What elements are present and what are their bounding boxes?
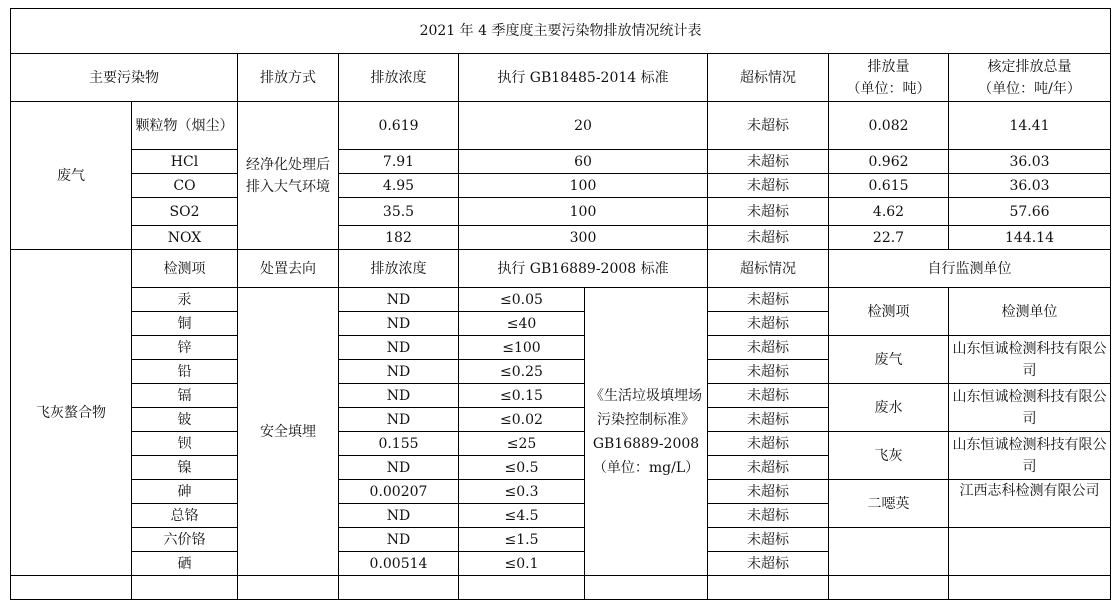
header-concentration: 排放浓度 xyxy=(339,54,459,102)
ash-limit: ≤0.25 xyxy=(459,360,585,384)
gas-exceed: 未超标 xyxy=(708,226,829,250)
gas-total: 14.41 xyxy=(949,102,1111,150)
table-row xyxy=(11,384,1111,408)
gas-total: 57.66 xyxy=(949,198,1111,226)
gas-method: 经净化处理后排入大气环境 xyxy=(238,102,339,250)
ash-limit: ≤0.3 xyxy=(459,480,585,504)
ash-exceed: 未超标 xyxy=(708,312,829,336)
monitor-unit: 江西志科检测有限公司 xyxy=(949,480,1111,528)
monitor-item: 二噁英 xyxy=(829,480,949,528)
gas-standard: 100 xyxy=(459,174,708,198)
monitor-empty-cell xyxy=(829,528,949,576)
ash-limit: ≤0.5 xyxy=(459,456,585,480)
ash-exceed: 未超标 xyxy=(708,528,829,552)
ash-conc: 0.155 xyxy=(339,432,459,456)
ash-name: 铍 xyxy=(132,408,238,432)
ash-header-standard: 执行 GB16889-2008 标准 xyxy=(459,250,708,288)
ash-exceed: 未超标 xyxy=(708,288,829,312)
monitor-unit: 山东恒诚检测科技有限公司 xyxy=(949,432,1111,480)
ash-name: 总铬 xyxy=(132,504,238,528)
header-pollutant: 主要污染物 xyxy=(11,54,238,102)
ash-name: 铅 xyxy=(132,360,238,384)
monitor-item: 废气 xyxy=(829,336,949,384)
ash-name: 硒 xyxy=(132,552,238,576)
empty-cell xyxy=(829,576,949,600)
gas-total: 144.14 xyxy=(949,226,1111,250)
ash-limit: ≤4.5 xyxy=(459,504,585,528)
gas-amount: 0.962 xyxy=(829,150,949,174)
empty-cell xyxy=(339,576,459,600)
header-method: 排放方式 xyxy=(238,54,339,102)
table-row xyxy=(11,432,1111,456)
ash-conc: ND xyxy=(339,408,459,432)
gas-standard: 300 xyxy=(459,226,708,250)
ash-conc: 0.00514 xyxy=(339,552,459,576)
ash-conc: ND xyxy=(339,360,459,384)
table-row xyxy=(11,288,1111,312)
gas-total: 36.03 xyxy=(949,174,1111,198)
ash-conc: ND xyxy=(339,528,459,552)
ash-name: 汞 xyxy=(132,288,238,312)
header-standard: 执行 GB18485-2014 标准 xyxy=(459,54,708,102)
empty-cell xyxy=(585,576,708,600)
ash-limit: ≤0.02 xyxy=(459,408,585,432)
gas-conc: 4.95 xyxy=(339,174,459,198)
monitor-item: 飞灰 xyxy=(829,432,949,480)
gas-category: 废气 xyxy=(11,102,132,250)
gas-exceed: 未超标 xyxy=(708,174,829,198)
ash-limit: ≤0.15 xyxy=(459,384,585,408)
ash-destination: 安全填埋 xyxy=(238,288,339,576)
gas-exceed: 未超标 xyxy=(708,198,829,226)
gas-name: HCl xyxy=(132,150,238,174)
empty-row xyxy=(11,576,1111,600)
table-title: 2021 年 4 季度度主要污染物排放情况统计表 xyxy=(11,9,1111,54)
emission-table xyxy=(10,8,1111,600)
ash-conc: ND xyxy=(339,312,459,336)
table-row xyxy=(11,226,1111,250)
ash-category: 飞灰螯合物 xyxy=(11,250,132,576)
ash-limit: ≤25 xyxy=(459,432,585,456)
gas-standard: 20 xyxy=(459,102,708,150)
empty-cell xyxy=(708,576,829,600)
ash-header-concentration: 排放浓度 xyxy=(339,250,459,288)
ash-standard-note-text: 《生活垃圾填埋场污染控制标准》GB16889-2008（单位：mg/L） xyxy=(590,387,702,476)
table-row xyxy=(11,174,1111,198)
monitor-item: 废水 xyxy=(829,384,949,432)
ash-name: 铜 xyxy=(132,312,238,336)
gas-conc: 7.91 xyxy=(339,150,459,174)
header-emission-l1: 排放量 xyxy=(867,58,910,75)
ash-exceed: 未超标 xyxy=(708,456,829,480)
ash-header-item: 检测项 xyxy=(132,250,238,288)
gas-amount: 22.7 xyxy=(829,226,949,250)
table-row xyxy=(11,480,1111,504)
ash-exceed: 未超标 xyxy=(708,336,829,360)
gas-exceed: 未超标 xyxy=(708,102,829,150)
table-row xyxy=(11,150,1111,174)
gas-amount: 0.082 xyxy=(829,102,949,150)
ash-exceed: 未超标 xyxy=(708,408,829,432)
gas-name: NOX xyxy=(132,226,238,250)
ash-name: 六价铬 xyxy=(132,528,238,552)
empty-cell xyxy=(949,576,1111,600)
table-row xyxy=(11,336,1111,360)
gas-total: 36.03 xyxy=(949,150,1111,174)
empty-cell xyxy=(11,576,132,600)
monitor-header-item: 检测项 xyxy=(829,288,949,336)
gas-conc: 35.5 xyxy=(339,198,459,226)
header-exceed: 超标情况 xyxy=(708,54,829,102)
header-total-l1: 核定排放总量 xyxy=(987,58,1072,75)
ash-name: 镉 xyxy=(132,384,238,408)
ash-name: 锌 xyxy=(132,336,238,360)
ash-conc: ND xyxy=(339,288,459,312)
gas-standard: 60 xyxy=(459,150,708,174)
ash-limit: ≤0.05 xyxy=(459,288,585,312)
monitor-empty-cell xyxy=(949,528,1111,576)
ash-limit: ≤100 xyxy=(459,336,585,360)
ash-exceed: 未超标 xyxy=(708,480,829,504)
empty-cell xyxy=(459,576,585,600)
ash-header-monitor: 自行监测单位 xyxy=(829,250,1111,288)
gas-conc: 0.619 xyxy=(339,102,459,150)
ash-limit: ≤40 xyxy=(459,312,585,336)
ash-conc: ND xyxy=(339,384,459,408)
ash-exceed: 未超标 xyxy=(708,504,829,528)
header-total xyxy=(949,54,1111,102)
ash-header-destination: 处置去向 xyxy=(238,250,339,288)
ash-standard-note xyxy=(585,288,708,576)
gas-name: CO xyxy=(132,174,238,198)
ash-conc: 0.00207 xyxy=(339,480,459,504)
empty-cell xyxy=(238,576,339,600)
gas-conc: 182 xyxy=(339,226,459,250)
ash-name: 镍 xyxy=(132,456,238,480)
monitor-header-unit: 检测单位 xyxy=(949,288,1111,336)
ash-header-exceed: 超标情况 xyxy=(708,250,829,288)
ash-conc: ND xyxy=(339,336,459,360)
table-row xyxy=(11,102,1111,150)
header-total-l2: （单位：吨/年） xyxy=(978,80,1081,97)
table-row xyxy=(11,528,1111,552)
gas-standard: 100 xyxy=(459,198,708,226)
ash-conc: ND xyxy=(339,504,459,528)
gas-amount: 4.62 xyxy=(829,198,949,226)
gas-name: SO2 xyxy=(132,198,238,226)
ash-exceed: 未超标 xyxy=(708,432,829,456)
gas-amount: 0.615 xyxy=(829,174,949,198)
empty-cell xyxy=(132,576,238,600)
gas-name: 颗粒物（烟尘） xyxy=(132,102,238,150)
header-emission-l2: （单位：吨） xyxy=(846,80,931,97)
ash-limit: ≤0.1 xyxy=(459,552,585,576)
ash-exceed: 未超标 xyxy=(708,360,829,384)
ash-exceed: 未超标 xyxy=(708,552,829,576)
ash-conc: ND xyxy=(339,456,459,480)
monitor-unit: 山东恒诚检测科技有限公司 xyxy=(949,384,1111,432)
ash-name: 砷 xyxy=(132,480,238,504)
header-emission xyxy=(829,54,949,102)
table-row xyxy=(11,198,1111,226)
ash-limit: ≤1.5 xyxy=(459,528,585,552)
gas-exceed: 未超标 xyxy=(708,150,829,174)
monitor-unit: 山东恒诚检测科技有限公司 xyxy=(949,336,1111,384)
ash-exceed: 未超标 xyxy=(708,384,829,408)
ash-name: 钡 xyxy=(132,432,238,456)
